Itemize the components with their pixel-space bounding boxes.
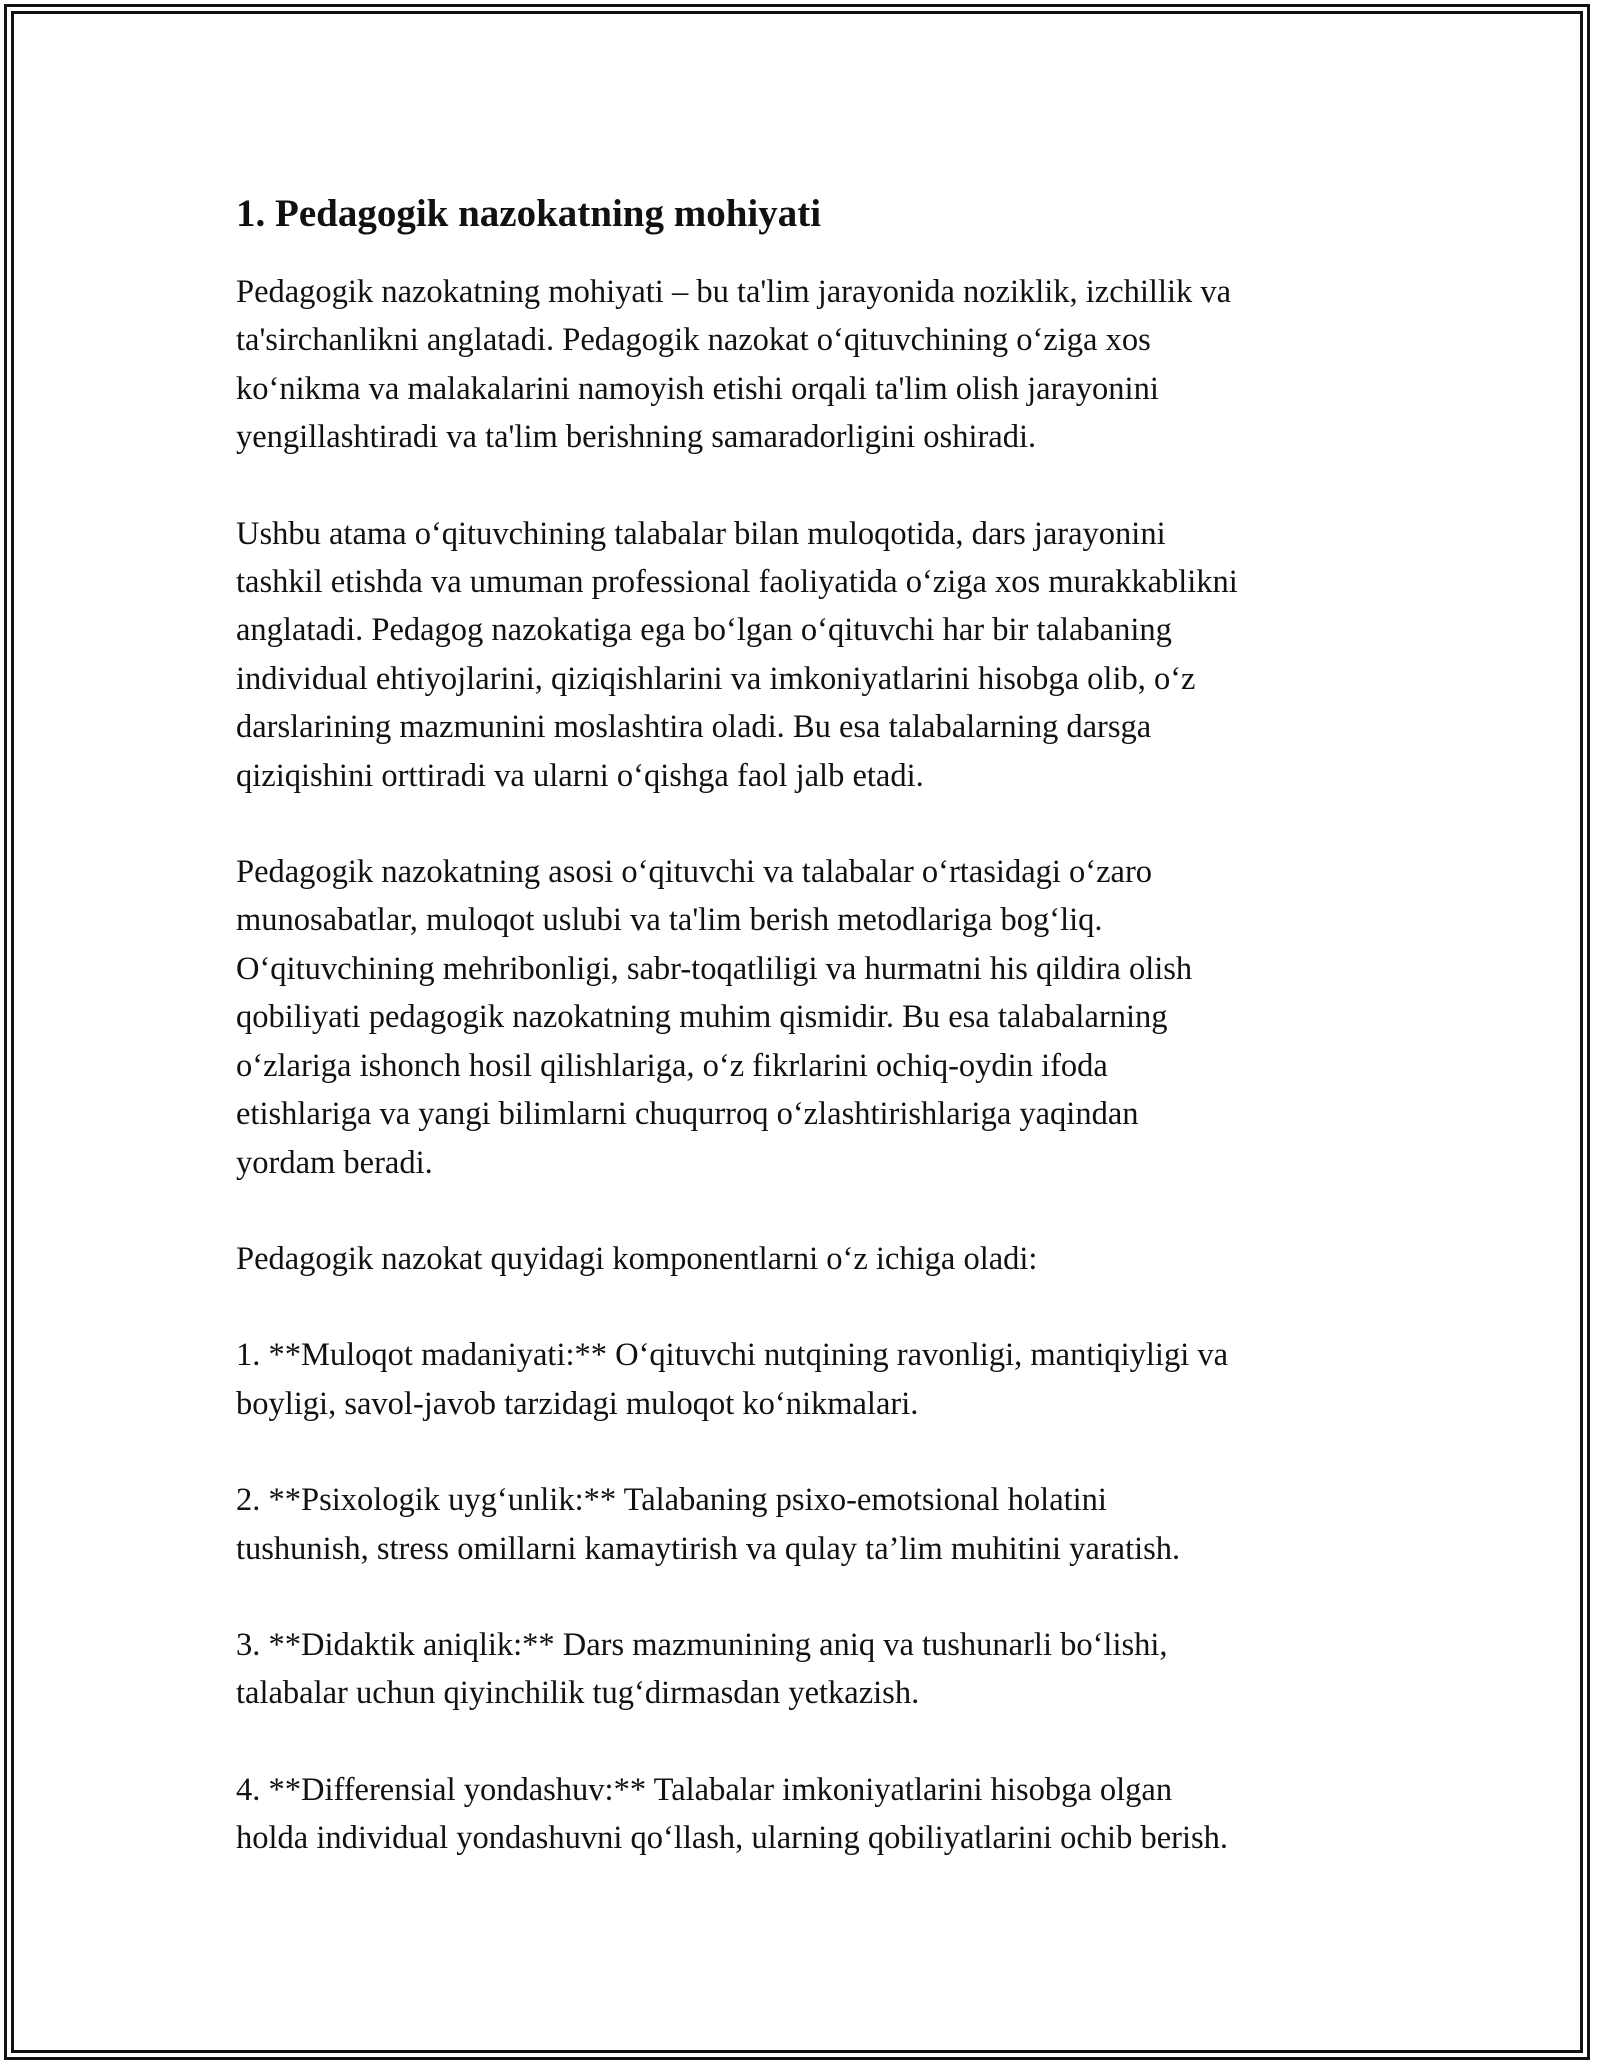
- list-item-didactic-clarity: 3. **Didaktik aniqlik:** Dars mazmunining aniq va tushunarli bo‘lishi, talabalar uchun qiyinchilik tug‘dirmasdan yetkazish.: [236, 1626, 1168, 1712]
- list-item-psychological-harmony: 2. **Psixologik uyg‘unlik:** Talabaning psixo-emotsional holatini tushunish, stress omillarni kamaytirish va qulay ta’lim muhitini yaratish.: [236, 1482, 1181, 1567]
- list-item-differential-approach: 4. **Differensial yondashuv:** Talabalar imkoniyatlarini hisobga olgan holda individual yondashuvni qo‘llash, ularning qobiliyatlarini ochib berish.: [236, 1771, 1228, 1857]
- document-body: [236, 186, 1386, 1863]
- paragraph-basis: Pedagogik nazokatning asosi o‘qituvchi va talabalar o‘rtasidagi o‘zaro munosabatlar, muloqot uslubi va ta'lim berish metodlariga bog‘liq. O‘qituvchining mehribonligi, sabr-toqatliligi va hurmatni his qildira olish qobiliyati pedagogik nazokatning muhim qismidir. Bu esa talabalarning o‘zlariga ishonch hosil qilishlariga, o‘z fikrlarini ochiq-oydin ifoda etishlariga va yangi bilimlarni chuqurroq o‘zlashtirishlariga yaqindan yordam beradi.: [236, 854, 1193, 1181]
- list-item-communication-culture: 1. **Muloqot madaniyati:** O‘qituvchi nutqining ravonligi, mantiqiyligi va boyligi, savol-javob tarzidagi muloqot ko‘nikmalari.: [236, 1337, 1229, 1422]
- page-title: 1. Pedagogik nazokatning mohiyati: [236, 192, 822, 235]
- paragraph-term-meaning: Ushbu atama o‘qituvchining talabalar bilan muloqotida, dars jarayonini tashkil etishda va umuman professional faoliyatida o‘ziga xos murakkablikni anglatadi. Pedagog nazokatiga ega bo‘lgan o‘qituvchi har bir talabaning individual ehtiyojlarini, qiziqishlarini va imkoniyatlarini hisobga olib, o‘z darslarining mazmunini moslashtira oladi. Bu esa talabalarning darsga qiziqishini orttiradi va ularni o‘qishga faol jalb etadi.: [236, 515, 1238, 794]
- paragraph-components-intro: Pedagogik nazokat quyidagi komponentlarni o‘z ichiga oladi:: [236, 1240, 1038, 1277]
- paragraph-essence: Pedagogik nazokatning mohiyati – bu ta'lim jarayonida noziklik, izchillik va ta'sirchanlikni anglatadi. Pedagogik nazokat o‘qituvchining o‘ziga xos ko‘nikma va malakalarini namoyish etishi orqali ta'lim olish jarayonini yengillashtiradi va ta'lim berishning samaradorligini oshiradi.: [236, 274, 1232, 456]
